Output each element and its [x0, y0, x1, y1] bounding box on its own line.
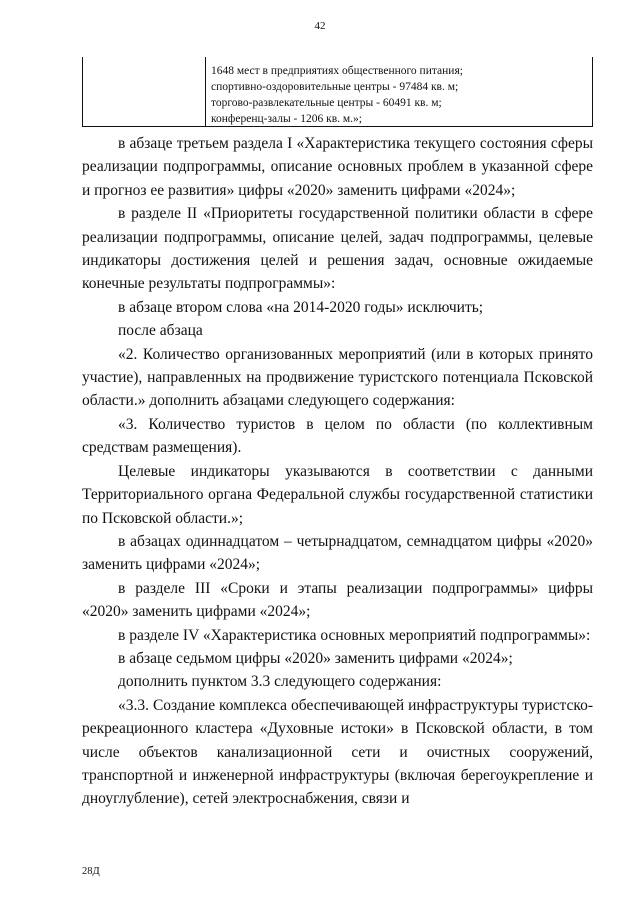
table-line: конференц-залы - 1206 кв. м.»;	[211, 113, 362, 125]
paragraph: «3.3. Создание комплекса обеспечивающей инфраструктуры туристско-рекреационного кластера «Духовные истоки» в Псковской области, в том числе объектов канализационной сети и очистных сооружений, транспортной и инженерной инфраструктуры (включая берегоукрепление и дноуглубление), сетей электроснабжения, связи и	[82, 696, 593, 808]
paragraph: в разделе III «Сроки и этапы реализации подпрограммы» цифры «2020» заменить цифрами «2024»;	[82, 579, 593, 621]
paragraph: после абзаца	[118, 322, 203, 340]
paragraph: Целевые индикаторы указываются в соответствии с данными Территориального органа Федеральной службы государственной статистики по Псковской области.»;	[82, 462, 593, 527]
document-body	[82, 132, 593, 811]
table-line: торгово-развлекательные центры - 60491 кв. м;	[211, 97, 442, 109]
paragraph: «3. Количество туристов в целом по области (по коллективным средствам размещения).	[82, 415, 593, 457]
paragraph: в абзаце седьмом цифры «2020» заменить цифрами «2024»;	[118, 649, 513, 667]
table-line: 1648 мест в предприятиях общественного питания;	[211, 65, 463, 77]
footer-code: 28Д	[82, 866, 100, 877]
paragraph: в абзаце третьем раздела I «Характеристика текущего состояния сферы реализации подпрограммы, описание основных проблем в указанной сфере и прогноз ее развития» цифры «2020» заменить цифрами «2024»;	[82, 135, 593, 199]
table-line: спортивно-оздоровительные центры - 97484 кв. м;	[211, 81, 459, 93]
paragraph: в разделе II «Приоритеты государственной политики области в сфере реализации подпрограммы, описание целей, задач подпрограммы, целевые индикаторы достижения целей и решения задач, основные ожидаемые конечные результаты подпрограммы»:	[82, 205, 593, 293]
paragraph: в абзаце втором слова «на 2014-2020 годы» исключить;	[118, 298, 484, 316]
paragraph: в абзацах одиннадцатом – четырнадцатом, семнадцатом цифры «2020» заменить цифрами «2024»;	[82, 532, 593, 574]
table-right-cell	[211, 63, 588, 127]
paragraph: в разделе IV «Характеристика основных мероприятий подпрограммы»:	[118, 626, 591, 644]
paragraph: «2. Количество организованных мероприятий (или в которых принято участие), направленных на продвижение туристского потенциала Псковской области.» дополнить абзацами следующего содержания:	[82, 345, 593, 410]
paragraph: дополнить пунктом 3.3 следующего содержания:	[118, 673, 442, 691]
table-left-cell	[83, 57, 206, 126]
table-fragment	[82, 57, 593, 127]
page-number: 42	[314, 20, 326, 32]
